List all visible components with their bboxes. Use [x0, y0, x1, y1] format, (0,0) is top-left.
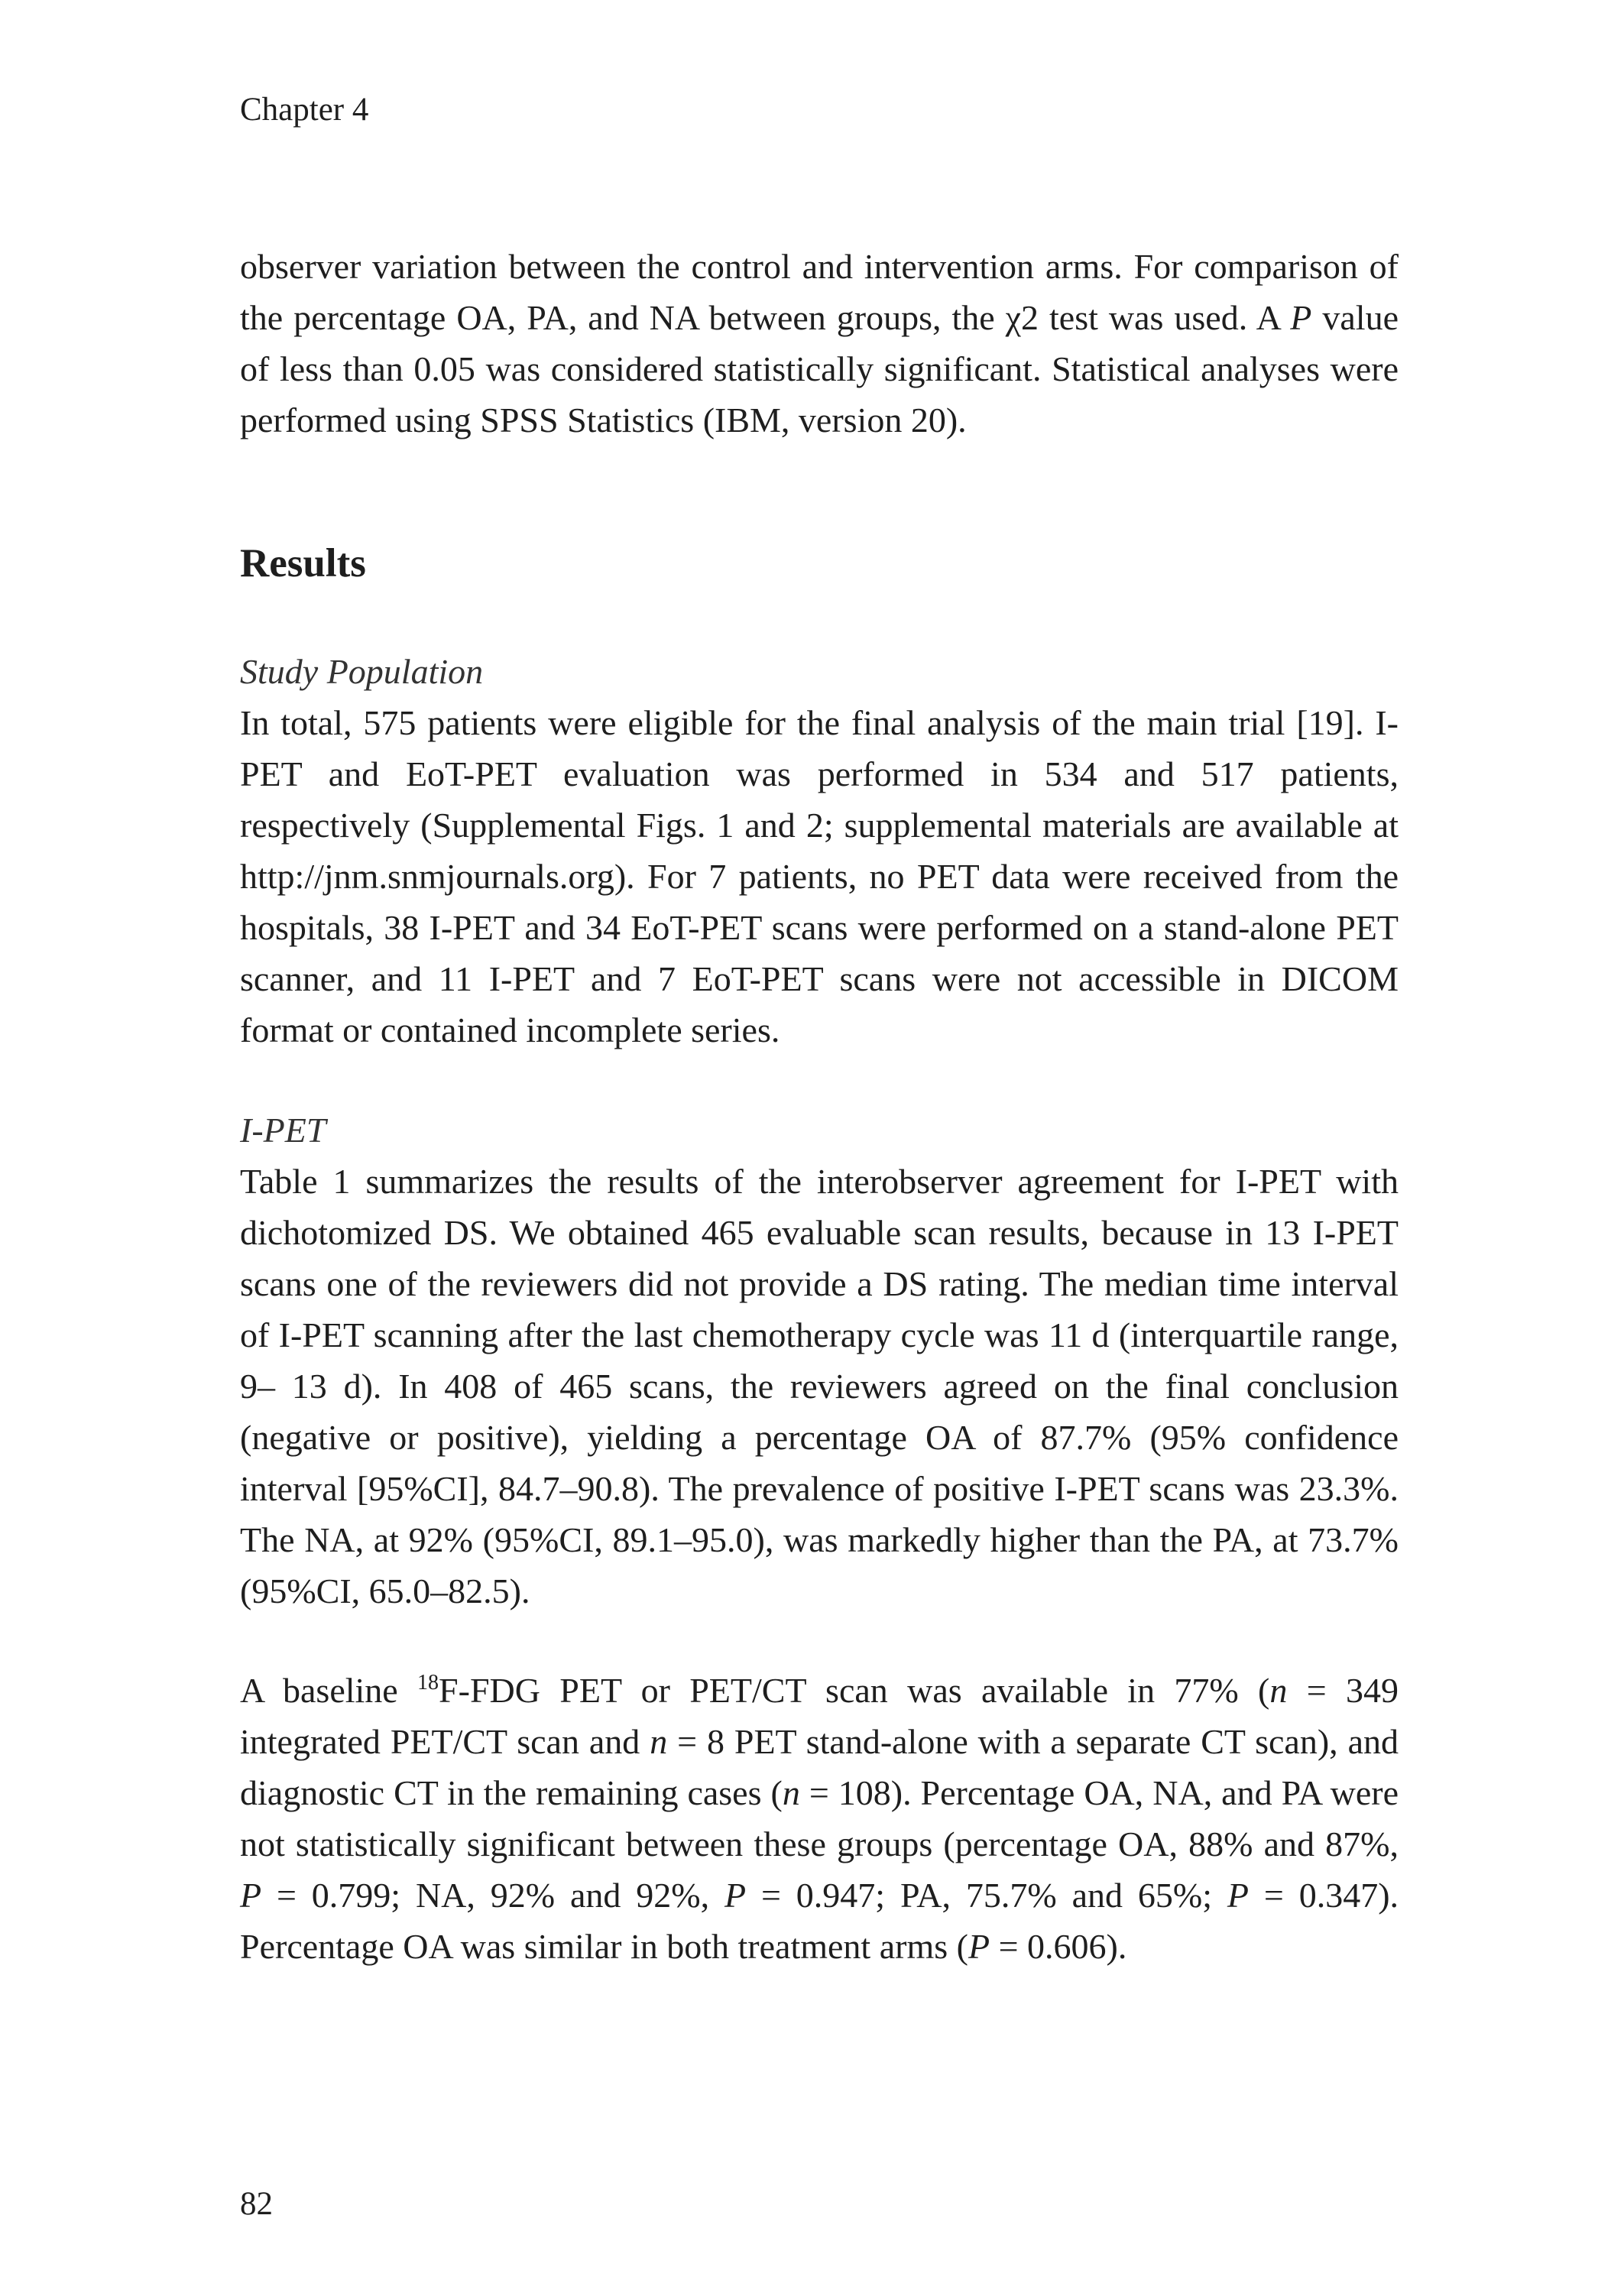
paragraph-text: = 0.347). Percentage OA was similar in both treatment arms ( [240, 1876, 1399, 1966]
results-heading: Results [240, 541, 366, 585]
paragraph-text: = 349 integrated PET/CT scan and [240, 1671, 1399, 1761]
p-symbol: P [724, 1876, 747, 1915]
paragraph-text: = 0.799; NA, 92% and 92%, [261, 1876, 724, 1915]
p-symbol: P [240, 1876, 262, 1915]
paragraph-text: F-FDG PET or PET/CT scan was available in 77% ( [439, 1671, 1270, 1710]
ipet-subheading: I-PET [240, 1111, 326, 1150]
ipet-paragraph: Table 1 summarizes the results of the interobserver agreement for I-PET with dichotomized DS. We obtained 465 evaluable scan results, because in 13 I-PET scans one of the reviewers did not provide a DS rating. The median time interval of I-PET scanning after the last chemotherapy cycle was 11 d (interquartile range, 9– 13 d). In 408 of 465 scans, the reviewers agreed on the final conclusion (negative or positive), yielding a percentage OA of 87.7% (95% confidence interval [95%CI], 84.7–90.8). The prevalence of positive I-PET scans was 23.3%. The NA, at 92% (95%CI, 89.1–95.0), was markedly higher than the PA, at 73.7% (95%CI, 65.0–82.5). [240, 1162, 1399, 1610]
paragraph-text: = 0.947; PA, 75.7% and 65%; [746, 1876, 1227, 1915]
page-number: 82 [240, 2186, 273, 2222]
study-population-paragraph: In total, 575 patients were eligible for the final analysis of the main trial [19]. I-PET and EoT-PET evaluation was performed in 534 and 517 patients, respectively (Supplemental Figs. 1 and 2; supplemental materials are available at http://jnm.snmjournals.org). For 7 patients, no PET data were received from the hospitals, 38 I-PET and 34 EoT-PET scans were performed on a stand-alone PET scanner, and 11 I-PET and 7 EoT-PET scans were not accessible in DICOM format or contained incomplete series. [240, 703, 1399, 1049]
n-symbol: n [650, 1722, 668, 1761]
paragraph-text: = 108). Percentage OA, NA, and PA were not statistically significant between these groups (percentage OA, 88% and 87%, [240, 1773, 1399, 1863]
paragraph-text: value of less than 0.05 was considered statistically significant. Statistical analyses were performed using SPSS Statistics (IBM, version 20). [240, 298, 1399, 439]
baseline-paragraph [240, 1665, 1399, 1972]
p-symbol: P [1227, 1876, 1249, 1915]
paragraph-text: observer variation between the control and intervention arms. For comparison of the percentage OA, PA, and NA between groups, the χ2 test was used. A [240, 247, 1399, 337]
isotope-superscript: 18 [417, 1671, 439, 1695]
paragraph-text: = 0.606). [990, 1927, 1127, 1966]
n-symbol: n [1269, 1671, 1288, 1710]
p-symbol: P [968, 1927, 990, 1966]
p-symbol: P [1290, 298, 1312, 337]
methods-closing-paragraph [240, 241, 1399, 446]
paragraph-text: = 8 PET stand-alone with a separate CT scan), and diagnostic CT in the remaining cases ( [240, 1722, 1399, 1812]
paragraph-text: A baseline [240, 1671, 418, 1710]
study-population-subheading: Study Population [240, 652, 484, 691]
running-head: Chapter 4 [240, 92, 369, 128]
n-symbol: n [782, 1773, 800, 1812]
